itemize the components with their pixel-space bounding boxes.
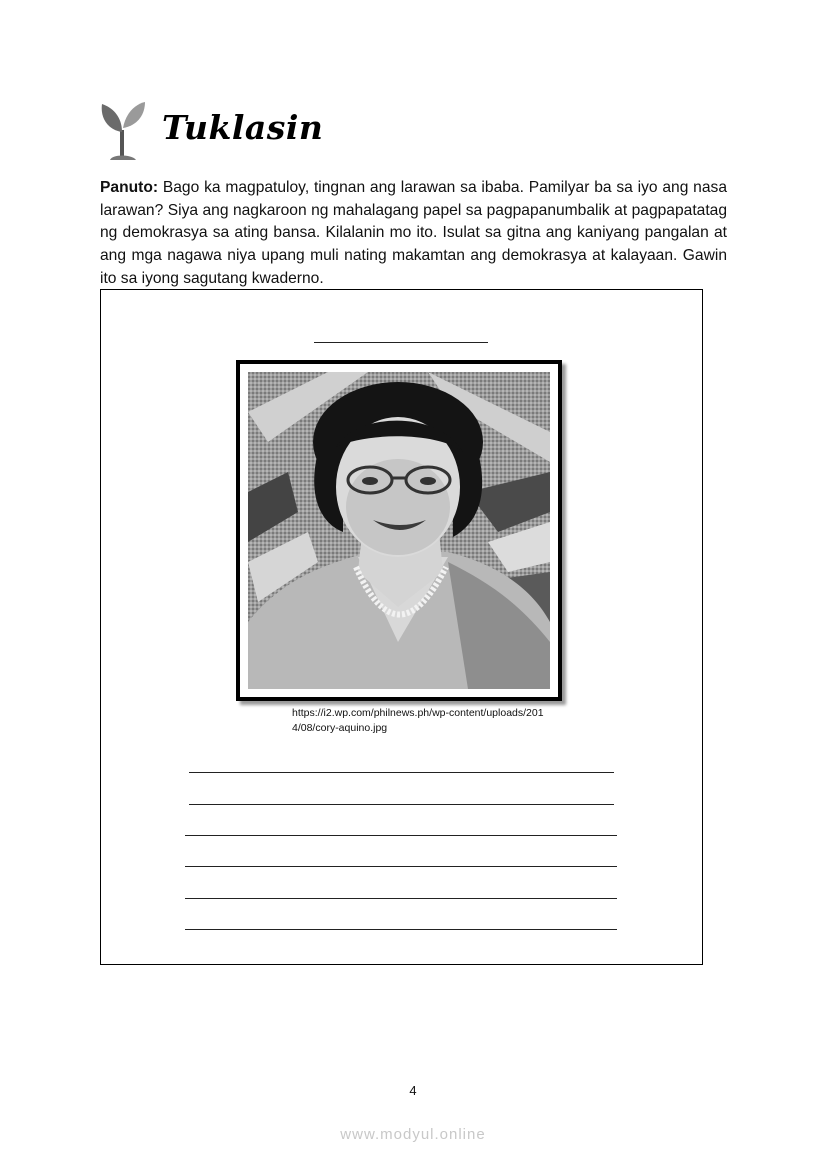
portrait-photo	[248, 372, 550, 689]
answer-line[interactable]	[189, 772, 614, 773]
photo-frame	[236, 360, 562, 701]
instructions-text: Bago ka magpatuloy, tingnan ang larawan sa ibaba. Pamilyar ba sa iyo ang nasa larawan? Siya ang nagkaroon ng mahalagang papel sa pagpapanumbalik at pagpapatatag ng demokrasya sa ating bansa. Kilalanin mo ito. Isulat sa gitna ang kaniyang pangalan at ang mga nagawa niya upang muli nating makamtan ang demokrasya at kalayaan. Gawin ito sa iyong sagutang kwaderno.	[100, 179, 727, 287]
answer-line[interactable]	[189, 804, 614, 805]
page-title: Tuklasin	[162, 108, 324, 147]
answer-line[interactable]	[185, 929, 617, 930]
photo-caption: https://i2.wp.com/philnews.ph/wp-content/uploads/2014/08/cory-aquino.jpg	[292, 707, 544, 734]
name-answer-line[interactable]	[314, 342, 488, 343]
watermark: www.modyul.online	[340, 1126, 486, 1143]
sprout-icon	[100, 100, 146, 162]
instructions-label: Panuto:	[100, 179, 159, 196]
answer-line[interactable]	[185, 835, 617, 836]
answer-line[interactable]	[185, 866, 617, 867]
instructions-paragraph	[100, 177, 727, 291]
page-number: 4	[409, 1083, 417, 1098]
answer-line[interactable]	[185, 898, 617, 899]
